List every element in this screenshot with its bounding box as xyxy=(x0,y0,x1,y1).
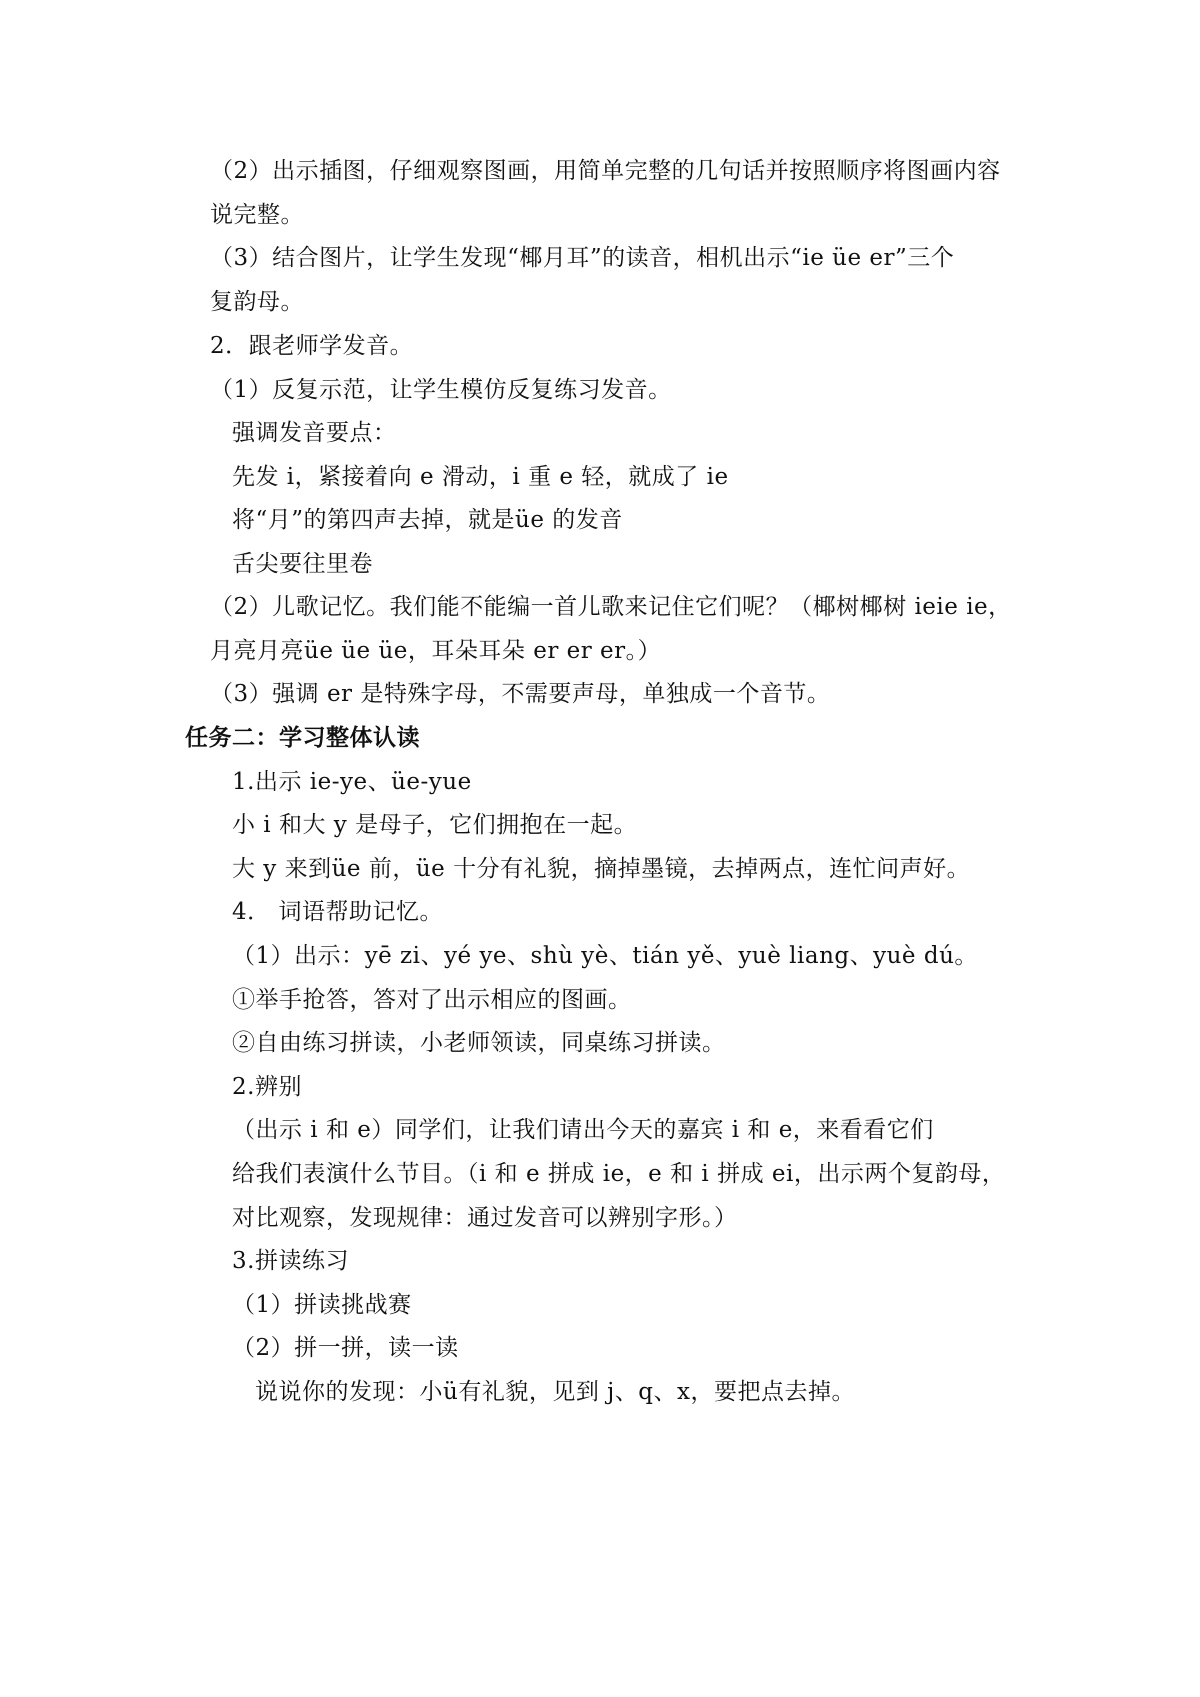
para-show-ye-yue: 1.出示 ie-ye、üe-yue xyxy=(232,769,472,795)
para-distinguish: 2.辨别 xyxy=(232,1074,302,1100)
para-key-point-ie: 先发 i，紧接着向 e 滑动，i 重 e 轻，就成了 ie xyxy=(232,464,729,490)
para-show-i-e-rule: 对比观察，发现规律：通过发音可以辨别字形。） xyxy=(232,1205,738,1231)
para-show-i-e-cont: 给我们表演什么节目。（i 和 e 拼成 ie，e 和 i 拼成 ei，出示两个复韵母， xyxy=(232,1161,1006,1187)
section-heading-task-2: 任务二：学习整体认读 xyxy=(185,725,420,751)
para-rhyme-memory-cont: 月亮月亮üe üe üe，耳朵耳朵 er er er。） xyxy=(210,638,662,664)
para-key-point-ue: 将“月”的第四声去掉，就是üe 的发音 xyxy=(232,507,623,533)
para-step-2-illustration-cont: 说完整。 xyxy=(210,202,304,228)
para-show-words: （1）出示：yē zi、yé ye、shù yè、tián yě、yuè liang、yuè dú。 xyxy=(232,943,978,969)
para-word-memory: 4． 词语帮助记忆。 xyxy=(232,899,443,925)
para-y-meets-ue: 大 y 来到üe 前，üe 十分有礼貌，摘掉墨镜，去掉两点，连忙问声好。 xyxy=(232,856,971,882)
para-spelling-practice: 3.拼读练习 xyxy=(232,1248,349,1274)
para-quick-answer: ①举手抢答，答对了出示相应的图画。 xyxy=(232,987,632,1013)
para-key-points-title: 强调发音要点： xyxy=(232,420,397,446)
para-er-special: （3）强调 er 是特殊字母，不需要声母，单独成一个音节。 xyxy=(210,681,831,707)
para-spell-read: （2）拼一拼，读一读 xyxy=(232,1335,459,1361)
para-step-3-discover: （3）结合图片，让学生发现“椰月耳”的读音，相机出示“ie üe er”三个 xyxy=(210,245,955,271)
para-i-and-y: 小 i 和大 y 是母子，它们拥抱在一起。 xyxy=(232,812,638,838)
para-free-practice: ②自由练习拼读，小老师领读，同桌练习拼读。 xyxy=(232,1030,726,1056)
para-demo-practice: （1）反复示范，让学生模仿反复练习发音。 xyxy=(210,377,672,403)
para-step-2-illustration: （2）出示插图，仔细观察图画，用简单完整的几句话并按照顺序将图画内容 xyxy=(210,158,1001,184)
para-spelling-challenge: （1）拼读挑战赛 xyxy=(232,1292,412,1318)
para-step-3-discover-cont: 复韵母。 xyxy=(210,289,304,315)
para-show-i-e: （出示 i 和 e）同学们，让我们请出今天的嘉宾 i 和 e，来看看它们 xyxy=(232,1117,934,1143)
para-key-point-er: 舌尖要往里卷 xyxy=(232,551,373,577)
para-rhyme-memory: （2）儿歌记忆。我们能不能编一首儿歌来记住它们呢？（椰树椰树 ieie ie， xyxy=(210,594,1012,620)
para-follow-teacher: 2．跟老师学发音。 xyxy=(210,333,414,359)
para-discovery: 说说你的发现：小ü有礼貌，见到 j、q、x，要把点去掉。 xyxy=(255,1379,855,1405)
